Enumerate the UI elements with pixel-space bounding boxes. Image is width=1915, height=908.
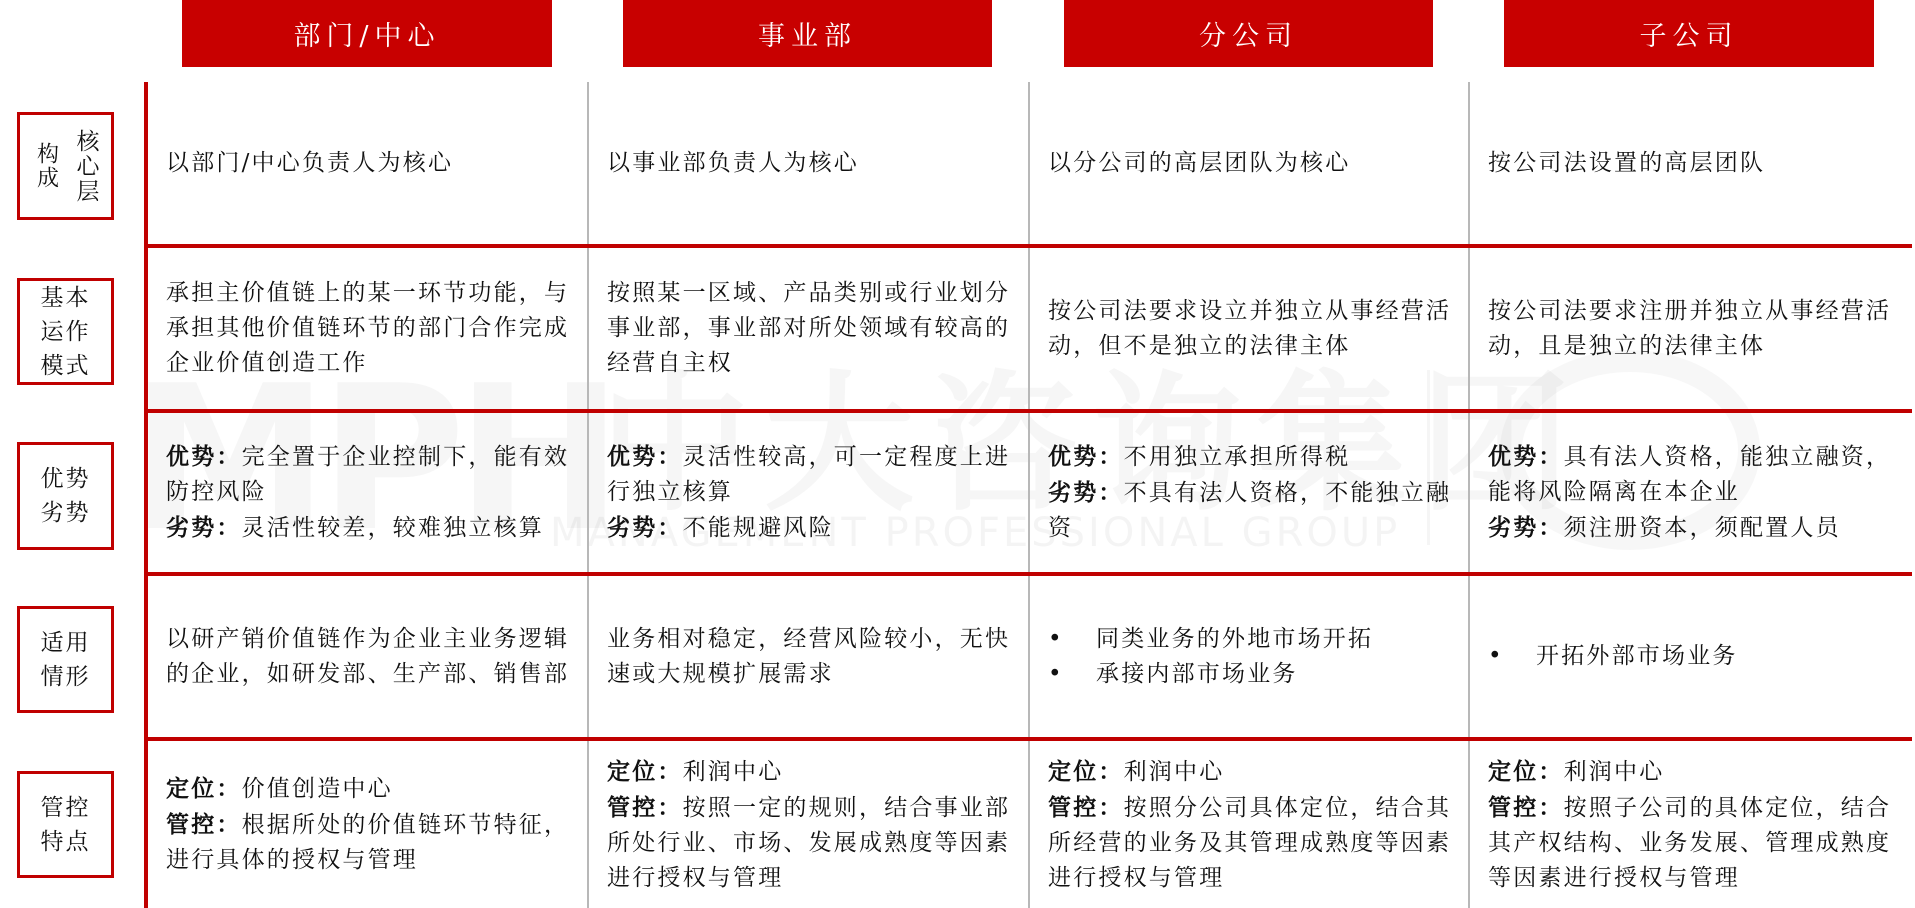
control-line: 管控：按照一定的规则，结合事业部所处行业、市场、发展成熟度等因素进行授权与管理	[607, 793, 1011, 891]
cell-proscons-business-unit	[589, 413, 1028, 572]
positioning-line: 定位：利润中心	[1048, 757, 1225, 785]
row-label-core-composition	[17, 112, 114, 220]
cell-core-branch: 以分公司的高层团队为核心	[1048, 149, 1351, 176]
row-label-core-composition-part1: 核心层	[72, 128, 99, 204]
cell-model-subsidiary: 按公司法要求注册并独立从事经营活动，且是独立的法律主体	[1488, 297, 1892, 359]
advantage-line: 优势：灵活性较高，可一定程度上进行独立核算	[607, 443, 1011, 505]
disadvantage-line: 劣势：灵活性较差，较难独立核算	[166, 514, 545, 541]
advantage-line: 优势：具有法人资格，能独立融资，能将风险隔离在本企业	[1488, 443, 1892, 505]
column-header-subsidiary: 子公司	[1504, 0, 1874, 67]
cell-model-branch: 按公司法要求设立并独立从事经营活动，但不是独立的法律主体	[1048, 297, 1452, 359]
positioning-line: 定位：价值创造中心	[166, 775, 393, 802]
cell-control-branch	[1030, 741, 1468, 908]
control-line: 管控：按照分公司具体定位，结合其所经营的业务及其管理成熟度等因素进行授权与管理	[1048, 793, 1452, 891]
row-label-operating-model: 基本运作模式	[17, 278, 114, 385]
row-label-core-composition-part2: 构成	[33, 142, 59, 190]
cell-scenario-business-unit: 业务相对稳定，经营风险较小，无快速或大规模扩展需求	[607, 625, 1011, 687]
cell-scenario-subsidiary	[1470, 576, 1915, 737]
cell-proscons-subsidiary	[1470, 413, 1915, 572]
cell-control-department	[148, 741, 587, 908]
column-header-branch: 分公司	[1064, 0, 1433, 67]
cell-control-business-unit	[589, 741, 1028, 908]
cell-core-subsidiary: 按公司法设置的高层团队	[1488, 149, 1766, 176]
disadvantage-line: 劣势：不能规避风险	[607, 514, 834, 541]
bullet-item: • 同类业务的外地市场开拓	[1048, 622, 1462, 657]
cell-proscons-branch	[1030, 413, 1468, 572]
control-line: 管控：根据所处的价值链环节特征，进行具体的授权与管理	[166, 811, 570, 873]
bullet-list	[1048, 622, 1462, 692]
cell-scenario-department: 以研产销价值链作为企业主业务逻辑的企业，如研发部、生产部、销售部	[166, 625, 570, 687]
cell-control-subsidiary	[1470, 741, 1915, 908]
bullet-list	[1488, 639, 1909, 674]
control-line: 管控：按照子公司的具体定位，结合其产权结构、业务发展、管理成熟度等因素进行授权与管理	[1488, 793, 1892, 891]
disadvantage-line: 劣势：不具有法人资格，不能独立融资	[1048, 479, 1452, 541]
cell-model-department: 承担主价值链上的某一环节功能，与承担其他价值链环节的部门合作完成企业价值创造工作	[166, 280, 570, 376]
column-header-business-unit: 事业部	[623, 0, 992, 67]
row-label-applicable-scenarios: 适用情形	[17, 606, 114, 713]
cell-core-department: 以部门/中心负责人为核心	[166, 149, 454, 176]
disadvantage-line: 劣势：须注册资本，须配置人员	[1488, 514, 1841, 541]
positioning-line: 定位：利润中心	[1488, 757, 1665, 785]
cell-core-business-unit: 以事业部负责人为核心	[607, 149, 859, 176]
row-label-pros-cons: 优势劣势	[17, 442, 114, 550]
cell-scenario-branch	[1030, 576, 1468, 737]
positioning-line: 定位：利润中心	[607, 757, 784, 785]
cell-proscons-department	[148, 413, 587, 572]
advantage-line: 优势：不用独立承担所得税	[1048, 443, 1351, 470]
column-header-department: 部门/中心	[182, 0, 552, 67]
row-label-control-features: 管控特点	[17, 771, 114, 878]
bullet-item: • 承接内部市场业务	[1048, 657, 1462, 692]
bullet-item: • 开拓外部市场业务	[1488, 639, 1909, 674]
cell-model-business-unit: 按照某一区域、产品类别或行业划分事业部，事业部对所处领域有较高的经营自主权	[607, 280, 1011, 376]
advantage-line: 优势：完全置于企业控制下，能有效防控风险	[166, 443, 570, 505]
